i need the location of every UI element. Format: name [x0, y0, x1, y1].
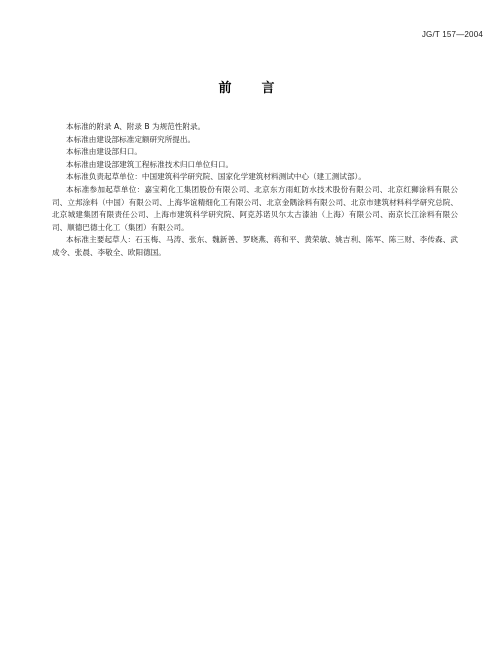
paragraph-main-drafters: 本标准主要起草人：石玉梅、马涛、张东、魏新善、罗晓燕、蒋和平、黄荣敏、姚吉利、陈军、陈三财、李传森、武成令、张晨、李敬全、欧阳德国。	[52, 235, 458, 257]
standard-code: JG/T 157—2004	[421, 30, 483, 39]
paragraph-centralized-unit: 本标准由建设部建筑工程标准技术归口单位归口。	[66, 159, 234, 169]
paragraph-proposer: 本标准由建设部标准定额研究所提出。	[66, 134, 196, 144]
title-char-2: 言	[261, 81, 275, 96]
page-title	[0, 77, 493, 96]
paragraph-approval: 本标准由建设部归口。	[66, 147, 142, 157]
foreword-body	[52, 121, 458, 260]
paragraph-chief-drafter: 本标准负责起草单位：中国建筑科学研究院、国家化学建筑材料测试中心（建工测试部）。	[66, 172, 366, 182]
paragraph-annex: 本标准的附录 A、附录 B 为规范性附录。	[66, 122, 206, 131]
paragraph-participating-drafters: 本标准参加起草单位：嘉宝莉化工集团股份有限公司、北京东方雨虹防水技术股份有限公司、北京红狮涂料有限公司、立邦涂料（中国）有限公司、上海华谊精细化工有限公司、北京金隅涂料有限公司、北京市建筑材料科学研究总院、北京城建集团有限责任公司、上海市建筑科学研究院、阿克苏诺贝尔太古漆油（上海）有限公司、南京长江涂料有限公司、顺德巴德士化工（集团）有限公司。	[52, 184, 458, 232]
title-char-1: 前	[218, 81, 232, 96]
